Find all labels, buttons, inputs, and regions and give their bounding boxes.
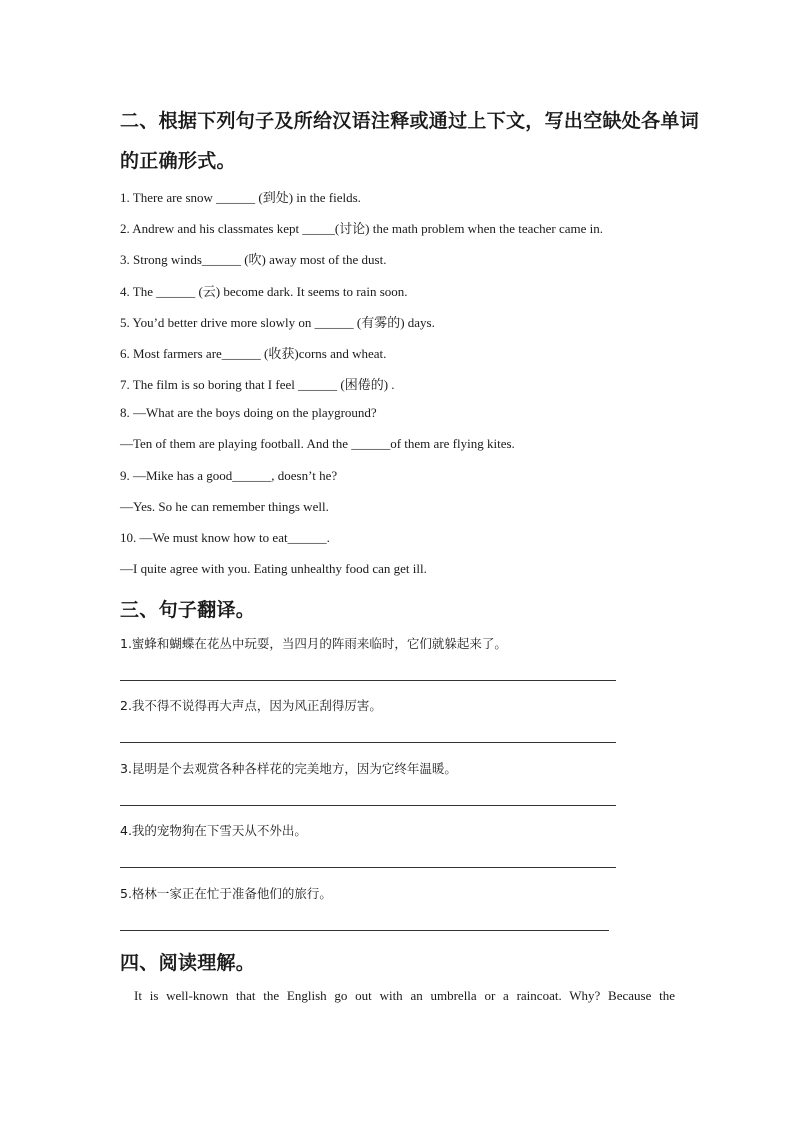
translation-item-4: 4.我的宠物狗在下雪天从不外出。 — [120, 823, 307, 838]
translation-item-3: 3.昆明是个去观赏各种各样花的完美地方，因为它终年温暖。 — [120, 761, 457, 776]
section3-title: 三、句子翻译。 — [120, 599, 256, 621]
exercise-item-5: 5. You’d better drive more slowly on ______ (有雾的) days. — [120, 315, 435, 330]
exercise-item-7: 7. The film is so boring that I feel ______ (困倦的) . — [120, 377, 395, 392]
answer-line-1[interactable] — [120, 680, 616, 681]
answer-line-5[interactable] — [120, 930, 609, 931]
exercise-item-1: 1. There are snow ______ (到处) in the fields. — [120, 190, 361, 205]
exercise-item-4: 4. The ______ (云) become dark. It seems to rain soon. — [120, 284, 408, 299]
answer-line-4[interactable] — [120, 867, 616, 868]
translation-item-1: 1.蜜蜂和蝴蝶在花丛中玩耍，当四月的阵雨来临时，它们就躲起来了。 — [120, 636, 507, 651]
section2-title-line1: 二、根据下列句子及所给汉语注释或通过上下文，写出空缺处各单词 — [120, 110, 700, 132]
exercise-item-10-answer: —I quite agree with you. Eating unhealthy food can get ill. — [120, 561, 427, 576]
translation-item-5: 5.格林一家正在忙于准备他们的旅行。 — [120, 886, 332, 901]
exercise-item-8-answer: —Ten of them are playing football. And the ______of them are flying kites. — [120, 436, 515, 451]
exercise-item-9-answer: —Yes. So he can remember things well. — [120, 499, 329, 514]
exercise-item-2: 2. Andrew and his classmates kept _____(讨论) the math problem when the teacher came in. — [120, 221, 604, 236]
answer-line-2[interactable] — [120, 742, 616, 743]
section2-title-line2: 的正确形式。 — [120, 150, 236, 172]
section4-title: 四、阅读理解。 — [120, 952, 256, 974]
exercise-item-8-question: 8. —What are the boys doing on the playground? — [120, 405, 377, 420]
exercise-item-10-question: 10. —We must know how to eat______. — [120, 530, 330, 545]
exercise-item-9-question: 9. —Mike has a good______, doesn’t he? — [120, 468, 338, 483]
exercise-item-6: 6. Most farmers are______ (收获)corns and wheat. — [120, 346, 387, 361]
translation-item-2: 2.我不得不说得再大声点，因为风正刮得厉害。 — [120, 698, 382, 713]
exercise-item-3: 3. Strong winds______ (吹) away most of the dust. — [120, 252, 387, 267]
reading-paragraph: It is well-known that the English go out with an umbrella or a raincoat. Why? Because the — [134, 988, 675, 1003]
answer-line-3[interactable] — [120, 805, 616, 806]
